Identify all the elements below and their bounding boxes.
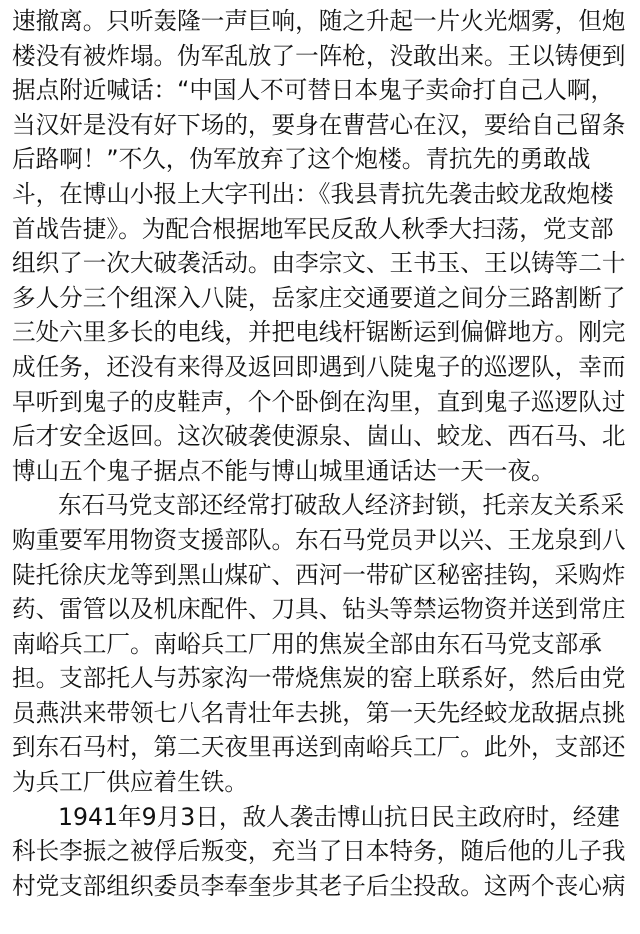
text-line: 当汉奸是没有好下场的，要身在曹营心在汉，要给自己留条 bbox=[12, 110, 626, 139]
text-line: 斗，在博山小报上大字刊出：《我县青抗先袭击蛟龙敌炮楼 bbox=[12, 179, 614, 208]
text-line: 药、雷管以及机床配件、刀具、钻头等禁运物资并送到常庄 bbox=[12, 595, 626, 624]
paragraph-first-line: 东石马党支部还经常打破敌人经济封锁，托亲友关系采 bbox=[58, 491, 625, 520]
text-line: 速撤离。只听轰隆一声巨响，随之升起一片火光烟雾，但炮 bbox=[12, 7, 626, 35]
text-line: 后才安全返回。这次破袭使源泉、崮山、蛟龙、西石马、北 bbox=[12, 422, 626, 451]
text-line: 三处六里多长的电线，并把电线杆锯断运到偏僻地方。刚完 bbox=[12, 318, 626, 347]
text-line: 多人分三个组深入八陡，岳家庄交通要道之间分三路割断了 bbox=[12, 283, 626, 312]
text-line: 楼没有被炸塌。伪军乱放了一阵枪，没敢出来。王以铸便到 bbox=[12, 41, 626, 70]
text-line: 南峪兵工厂。南峪兵工厂用的焦炭全部由东石马党支部承 bbox=[12, 629, 602, 658]
text-line: 村党支部组织委员李奉奎步其老子后尘投敌。这两个丧心病 bbox=[12, 871, 626, 900]
text-line: 为兵工厂供应着生铁。 bbox=[12, 768, 248, 797]
text-line: 成任务，还没有来得及返回即遇到八陡鬼子的巡逻队，幸而 bbox=[12, 352, 626, 381]
text-line: 购重要军用物资支援部队。东石马党员尹以兴、王龙泉到八 bbox=[12, 525, 626, 554]
text-line: 组织了一次大破袭活动。由李宗文、王书玉、王以铸等二十 bbox=[12, 249, 626, 278]
text-line: 科长李振之被俘后叛变，充当了日本特务，随后他的儿子我 bbox=[12, 837, 626, 866]
text-line: 早听到鬼子的皮鞋声，个个卧倒在沟里，直到鬼子巡逻队过 bbox=[12, 387, 626, 416]
text-line: 后路啊！”不久，伪军放弃了这个炮楼。青抗先的勇敢战 bbox=[12, 145, 591, 174]
text-line: 据点附近喊话：“中国人不可替日本鬼子卖命打自己人啊， bbox=[12, 76, 615, 105]
text-line: 员燕洪来带领七八名青壮年去挑，第一天先经蛟龙敌据点挑 bbox=[12, 698, 626, 727]
text-line: 到东石马村，第二天夜里再送到南峪兵工厂。此外，支部还 bbox=[12, 733, 626, 762]
text-line: 陡托徐庆龙等到黑山煤矿、西河一带矿区秘密挂钩，采购炸 bbox=[12, 560, 626, 589]
paragraph-first-line: 1941年9月3日，敌人袭击博山抗日民主政府时，经建 bbox=[58, 802, 620, 831]
body-text bbox=[12, 4, 632, 903]
text-line: 首战告捷》。为配合根据地军民反敌人秋季大扫荡，党支部 bbox=[12, 214, 614, 243]
text-line: 担。支部托人与苏家沟一带烧焦炭的窑上联系好，然后由党 bbox=[12, 664, 626, 693]
text-line: 博山五个鬼子据点不能与博山城里通话达一天一夜。 bbox=[12, 456, 555, 485]
